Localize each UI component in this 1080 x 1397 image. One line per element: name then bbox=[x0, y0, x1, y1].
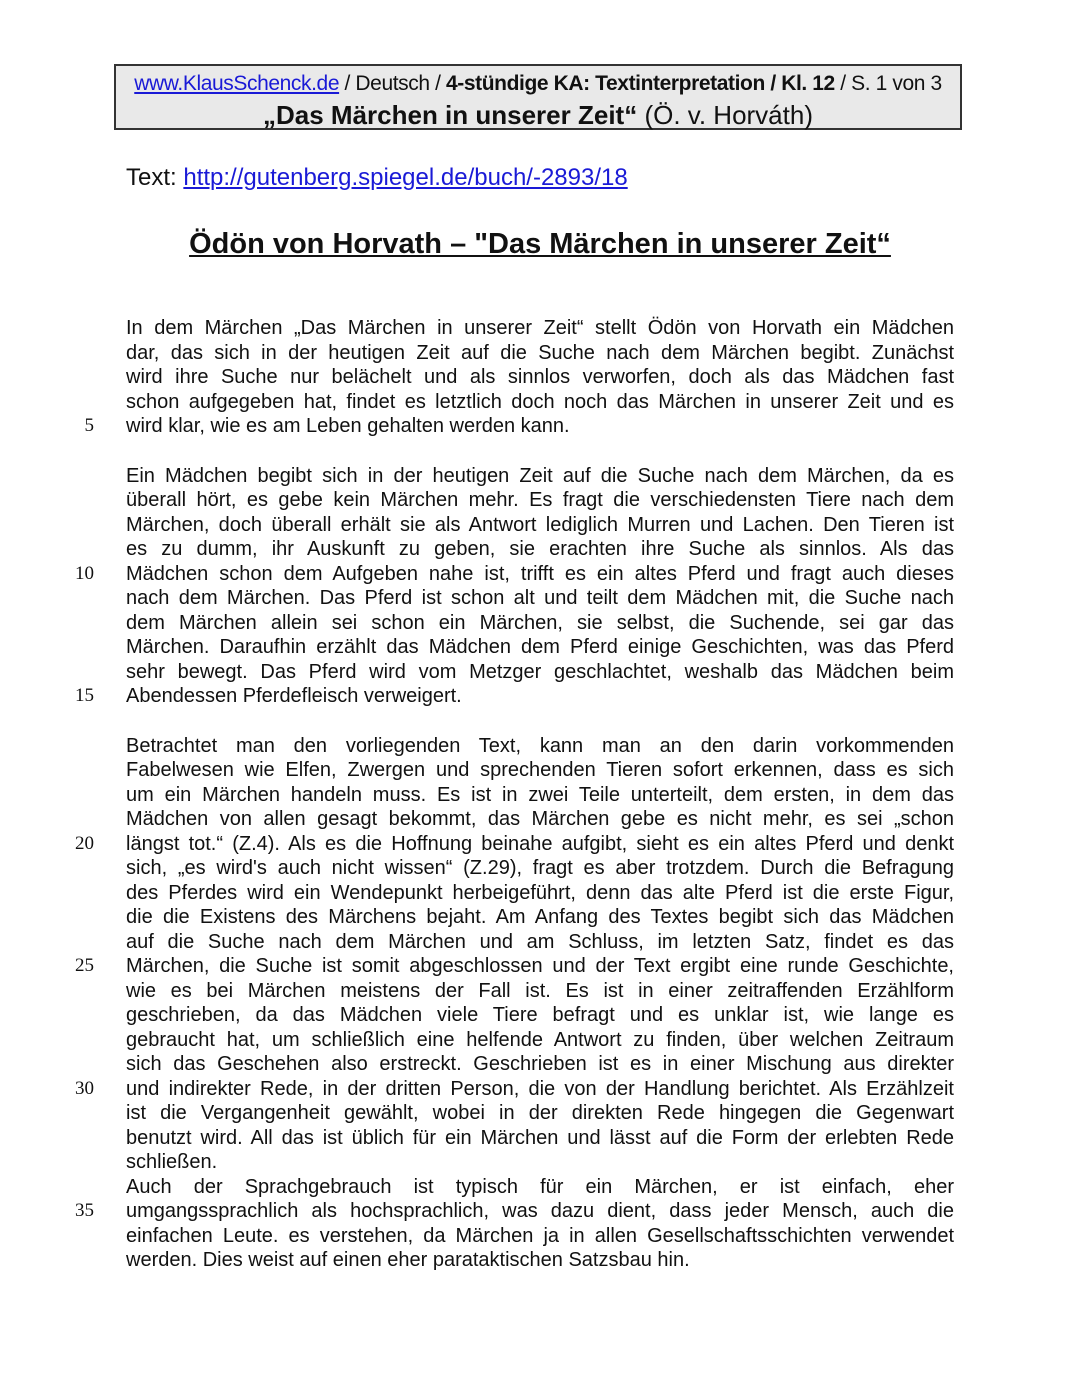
document-title: Ödön von Horvath – "Das Märchen in unserer Zeit“ bbox=[189, 228, 891, 260]
line-number: 35 bbox=[75, 1200, 94, 1221]
text-line: Märchen, die Suche ist somit abgeschlossen und der Text ergibt eine runde Geschichte, bbox=[126, 955, 954, 977]
text-line: dem Märchen allein sei schon ein Märchen, sie selbst, die Suchende, sei gar das bbox=[126, 611, 954, 634]
header-exam: 4-stündige KA: Textinterpretation / Kl. 12 bbox=[445, 72, 835, 95]
header-subject: Deutsch bbox=[355, 72, 430, 95]
source-label: Text: bbox=[126, 164, 184, 191]
text-line: einfachen Leute. es verstehen, da Märchen ja in allen Gesellschaftsschichten verwendet bbox=[126, 1224, 954, 1247]
header-separator: / bbox=[834, 72, 852, 95]
text-line: Mädchen schon dem Aufgeben nahe ist, trifft es ein altes Pferd und fragt auch dieses bbox=[126, 562, 954, 585]
text-line: sehr bewegt. Das Pferd wird vom Metzger geschlachtet, weshalb das Mädchen beim bbox=[126, 660, 954, 683]
text-line: wird ihre Suche nur belächelt und als sinnlos verworfen, doch als das Mädchen fast bbox=[126, 366, 954, 388]
text-line: Märchen, doch überall erhält sie als Antwort lediglich Murren und Lachen. Den Tieren ist bbox=[126, 513, 954, 536]
text-line: sich, „es wird's auch nicht wissen“ (Z.29), fragt es aber trotzdem. Durch die Befragung bbox=[126, 857, 954, 879]
text-line: überall hört, es gebe kein Märchen mehr. Es fragt die verschiedensten Tiere nach dem bbox=[126, 489, 954, 511]
text-line: dar, das sich in der heutigen Zeit auf die Suche nach dem Märchen begibt. Zunächst bbox=[126, 341, 954, 364]
text-line: schließen. bbox=[126, 1151, 218, 1173]
text-line: wie es bei Märchen meistens der Fall ist. Es ist in einer zeitraffenden Erzählform bbox=[126, 979, 954, 1002]
header-meta-line bbox=[116, 72, 960, 96]
text-line: des Pferdes wird ein Wendepunkt herbeigeführt, denn das alte Pferd ist die erste Figur, bbox=[126, 881, 954, 904]
text-line: Märchen. Daraufhin erzählt das Mädchen dem Pferd einige Geschichten, was das Pferd bbox=[126, 636, 954, 658]
text-line: Ein Mädchen begibt sich in der heutigen Zeit auf die Suche nach dem Märchen, da es bbox=[126, 464, 954, 487]
text-line: Fabelwesen wie Elfen, Zwergen und sprechenden Tieren sofort erkennen, dass es sich bbox=[126, 759, 954, 781]
text-line: auf die Suche nach dem Märchen und am Schluss, im letzten Satz, findet es das bbox=[126, 930, 954, 953]
text-line: Betrachtet man den vorliegenden Text, kann man an den darin vorkommenden bbox=[126, 734, 954, 757]
text-line: schon aufgegeben hat, findet es letztlich doch noch das Märchen in unserer Zeit und es bbox=[126, 390, 954, 413]
text-line: sich das Geschehen also erstreckt. Geschrieben ist es in einer Mischung aus direkter bbox=[126, 1053, 954, 1075]
text-line: und indirekter Rede, in der dritten Person, die von der Handlung berichtet. Als Erzählzeit bbox=[126, 1077, 954, 1100]
header-separator: / bbox=[429, 72, 446, 95]
text-line: werden. Dies weist auf einen eher parataktischen Satzsbau hin. bbox=[126, 1249, 690, 1271]
text-line: wird klar, wie es am Leben gehalten werden kann. bbox=[126, 415, 570, 437]
text-line: geschrieben, da das Mädchen viele Tiere befragt und es unklar ist, wie lange es bbox=[126, 1004, 954, 1026]
text-line: gebraucht hat, um schließlich eine helfende Antwort zu finden, über welchen Zeitraum bbox=[126, 1028, 954, 1051]
line-number: 15 bbox=[75, 685, 94, 706]
header-page-indicator: S. 1 von 3 bbox=[851, 72, 942, 95]
line-number: 20 bbox=[75, 832, 94, 854]
text-line: längst tot.“ (Z.4). Als es die Hoffnung beinahe aufgibt, sieht es ein altes Pferd und denkt bbox=[126, 832, 954, 855]
line-number: 30 bbox=[75, 1077, 94, 1099]
text-line: ist die Vergangenheit gewählt, wobei in der direkten Rede hingegen die Gegenwart bbox=[126, 1102, 954, 1124]
line-number: 5 bbox=[84, 415, 94, 436]
header-title-line bbox=[116, 100, 960, 131]
text-line: Mädchen von allen gesagt bekommt, das Märchen gebe es nicht mehr, es sei „schon bbox=[126, 808, 954, 830]
text-line: es zu dumm, ihr Auskunft zu geben, sie erachten ihre Suche als sinnlos. Als das bbox=[126, 538, 954, 560]
text-line: Abendessen Pferdefleisch verweigert. bbox=[126, 685, 462, 707]
text-line: die die Existens des Märchens bejaht. Am Anfang des Textes begibt sich das Mädchen bbox=[126, 906, 954, 928]
line-number: 10 bbox=[75, 562, 94, 584]
text-line: In dem Märchen „Das Märchen in unserer Zeit“ stellt Ödön von Horvath ein Mädchen bbox=[126, 317, 954, 339]
header-author: (Ö. v. Horváth) bbox=[637, 100, 813, 130]
text-line: Auch der Sprachgebrauch ist typisch für ein Märchen, er ist einfach, eher bbox=[126, 1175, 954, 1198]
source-link[interactable]: http://gutenberg.spiegel.de/buch/-2893/18 bbox=[183, 164, 628, 191]
header-box bbox=[114, 64, 962, 130]
header-work-title: „Das Märchen in unserer Zeit“ bbox=[262, 100, 638, 130]
text-line: um ein Märchen handeln muss. Es ist in zwei Teile unterteilt, dem ersten, in dem das bbox=[126, 783, 954, 806]
line-number: 25 bbox=[75, 955, 94, 976]
source-line bbox=[126, 164, 628, 192]
text-line: nach dem Märchen. Das Pferd ist schon alt und teilt dem Mädchen mit, die Suche nach bbox=[126, 587, 954, 609]
site-link[interactable]: www.KlausSchenck.de bbox=[134, 72, 340, 95]
header-separator: / bbox=[339, 72, 356, 95]
text-line: benutzt wird. All das ist üblich für ein Märchen und lässt auf die Form der erlebten Rede bbox=[126, 1126, 954, 1149]
text-line: umgangssprachlich als hochsprachlich, was dazu dient, dass jeder Mensch, auch die bbox=[126, 1200, 954, 1222]
